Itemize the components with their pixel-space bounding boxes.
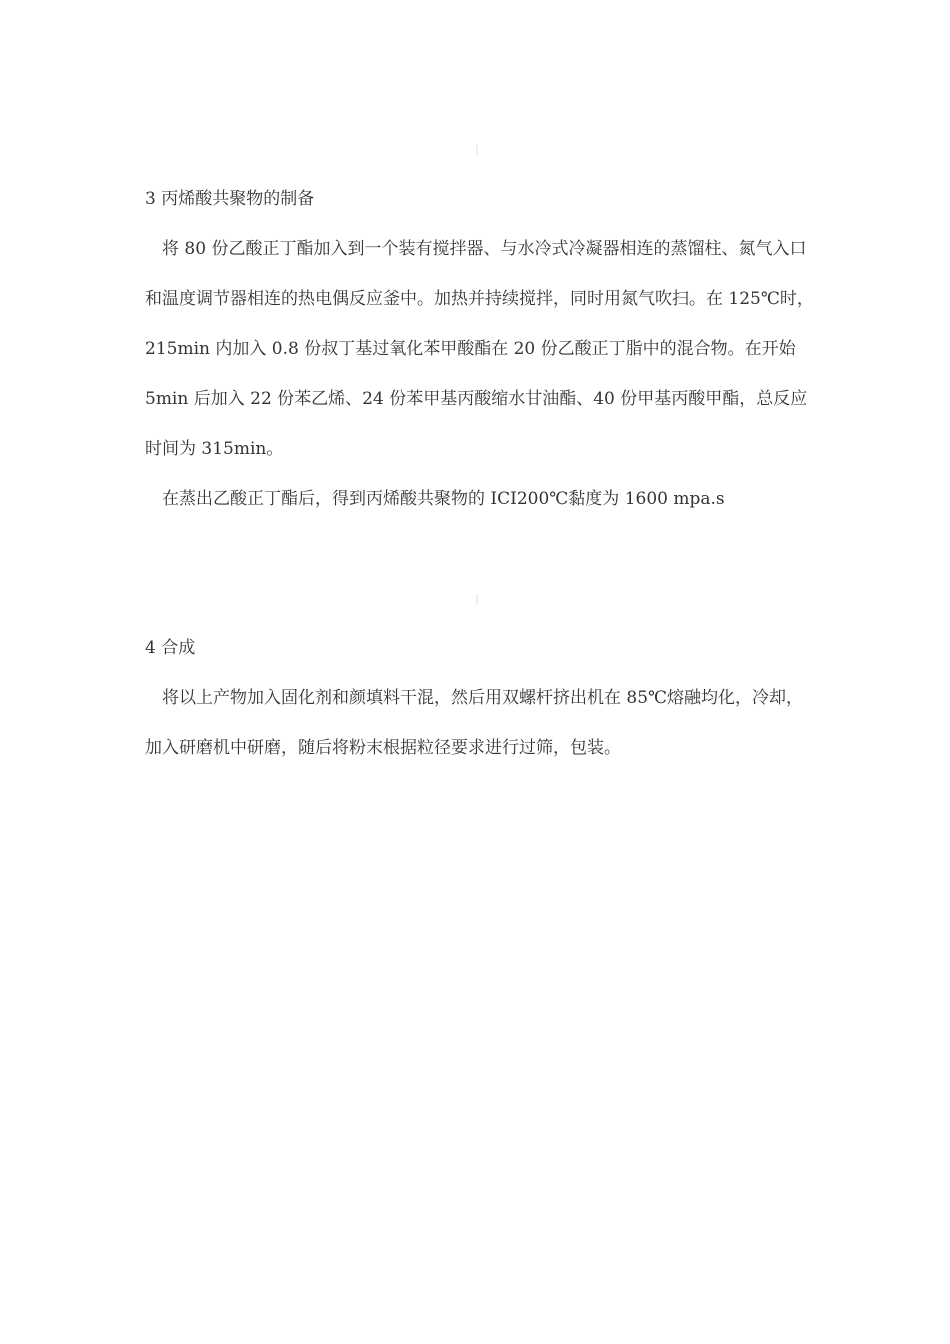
paragraph: 将 80 份乙酸正丁酯加入到一个装有搅拌器、与水冷式冷凝器相连的蒸馏柱、氮气入口和温度调节器相连的热电偶反应釜中。加热并持续搅拌，同时用氮气吹扫。在 125℃时，215min 内加入 0.8 份叔丁基过氧化苯甲酸酯在 20 份乙酸正丁脂中的混合物。在开始 5min 后加入 22 份苯乙烯、24 份苯甲基丙酸缩水甘油酯、40 份甲基丙酸甲酯，总反应时间为 315min。	[145, 239, 814, 459]
paragraph: 将以上产物加入固化剂和颜填料干混，然后用双螺杆挤出机在 85℃熔融均化，冷却，加入研磨机中研磨，随后将粉末根据粒径要求进行过筛，包装。	[145, 688, 804, 758]
section-heading: 4 合成	[145, 638, 196, 658]
section-heading: 3 丙烯酸共聚物的制备	[145, 189, 315, 209]
page-marker	[476, 145, 478, 155]
paragraph: 在蒸出乙酸正丁酯后，得到丙烯酸共聚物的 ICI200℃黏度为 1600 mpa.s	[162, 489, 725, 509]
page-marker	[476, 594, 478, 604]
